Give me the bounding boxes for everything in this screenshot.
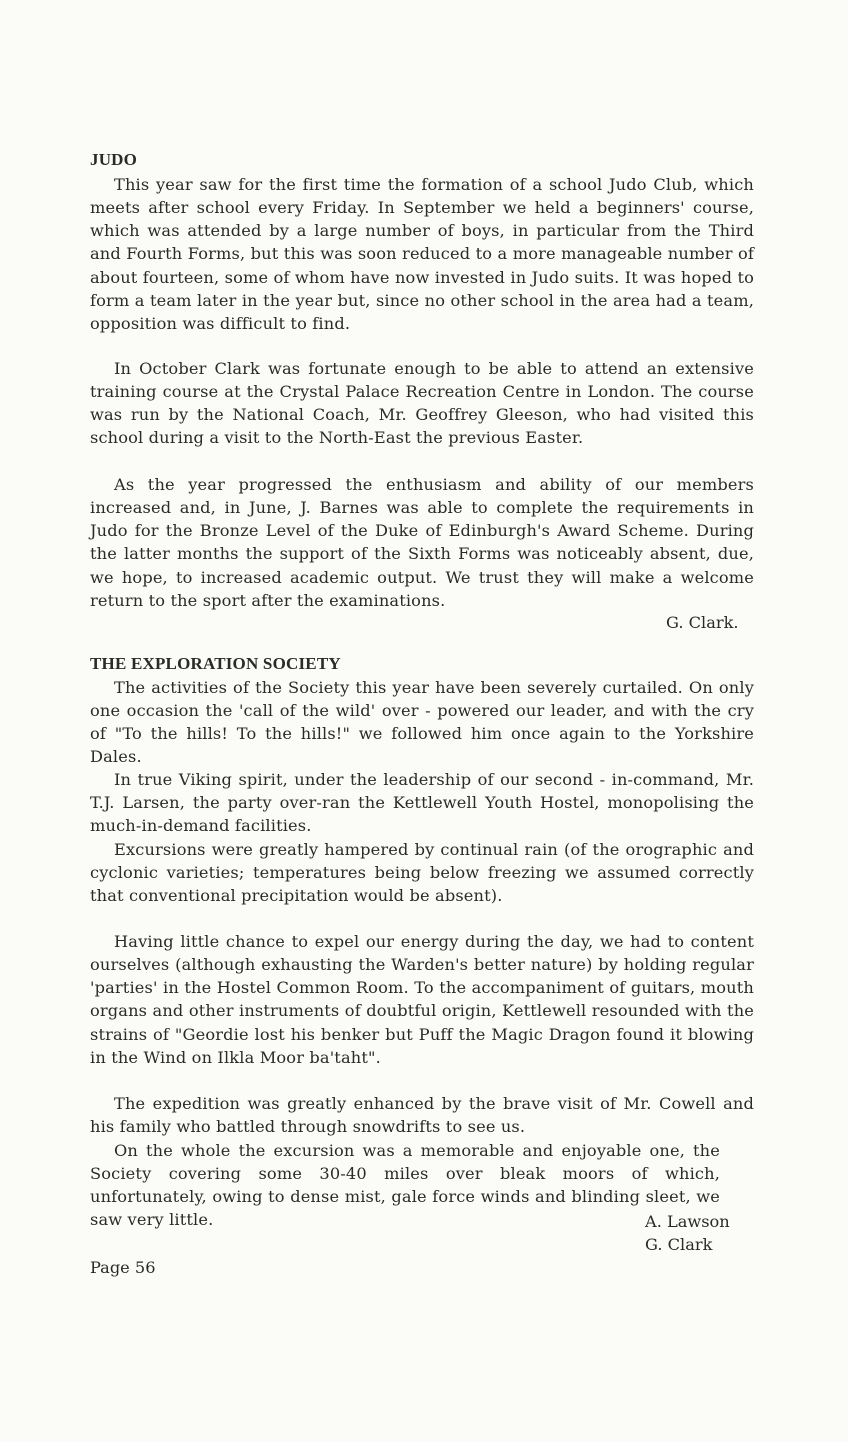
judo-paragraph-1: This year saw for the first time the formation of a school Judo Club, which meets after school every Friday. In September we held a beginners' course, which was attended by a large number of boys, in particular from the Third and Fourth Forms, but this was soon reduced to a more manageable number of about fourteen, some of whom have now invested in Judo suits. It was hoped to form a team later in the year but, since no other school in the area had a team, opposition was difficult to find. bbox=[90, 175, 754, 333]
exploration-heading: THE EXPLORATION SOCIETY bbox=[90, 654, 341, 673]
exploration-paragraph-5: The expedition was greatly enhanced by the brave visit of Mr. Cowell and his family who battled through snowdrifts to see us. bbox=[90, 1094, 754, 1137]
judo-paragraph-2: In October Clark was fortunate enough to be able to attend an extensive training course at the Crystal Palace Recreation Centre in London. The course was run by the National Coach, Mr. Geoffrey Gleeson, who had visited this school during a visit to the North-East the previous Easter. bbox=[90, 359, 754, 448]
judo-paragraph-3: As the year progressed the enthusiasm and ability of our members increased and, in June, J. Barnes was able to complete the requirements in Judo for the Bronze Level of the Duke of Edinburgh's Award Scheme. During the latter months the support of the Sixth Forms was noticeably absent, due, we hope, to increased academic output. We trust they will make a welcome return to the sport after the examinations. bbox=[90, 475, 754, 610]
exploration-paragraph-3: Excursions were greatly hampered by continual rain (of the orographic and cyclonic varieties; temperatures being below freezing we assumed correctly that conventional precipitation would be absent). bbox=[90, 840, 754, 906]
exploration-signature-1: A. Lawson bbox=[645, 1212, 730, 1231]
exploration-paragraph-6: On the whole the excursion was a memorable and enjoyable one, the Society covering some 30-40 miles over bleak moors of which, unfortunately, owing to dense mist, gale force winds and blinding sleet, we saw very little. bbox=[90, 1141, 720, 1230]
exploration-signature-2: G. Clark bbox=[645, 1235, 713, 1254]
page-number: Page 56 bbox=[90, 1258, 156, 1277]
exploration-paragraph-2: In true Viking spirit, under the leadership of our second - in-command, Mr. T.J. Larsen, the party over-ran the Kettlewell Youth Hostel, monopolising the much-in-demand facilities. bbox=[90, 770, 754, 836]
judo-heading: JUDO bbox=[90, 150, 138, 169]
exploration-paragraph-1: The activities of the Society this year have been severely curtailed. On only one occasion the 'call of the wild' over - powered our leader, and with the cry of "To the hills! To the hills!" we followed him once again to the Yorkshire Dales. bbox=[90, 678, 754, 767]
judo-signature: G. Clark. bbox=[666, 613, 739, 632]
exploration-paragraph-4: Having little chance to expel our energy during the day, we had to content ourselves (although exhausting the Warden's better nature) by holding regular 'parties' in the Hostel Common Room. To the accompaniment of guitars, mouth organs and other instruments of doubtful origin, Kettlewell resounded with the strains of "Geordie lost his benker but Puff the Magic Dragon found it blowing in the Wind on Ilkla Moor ba'taht". bbox=[90, 932, 754, 1067]
